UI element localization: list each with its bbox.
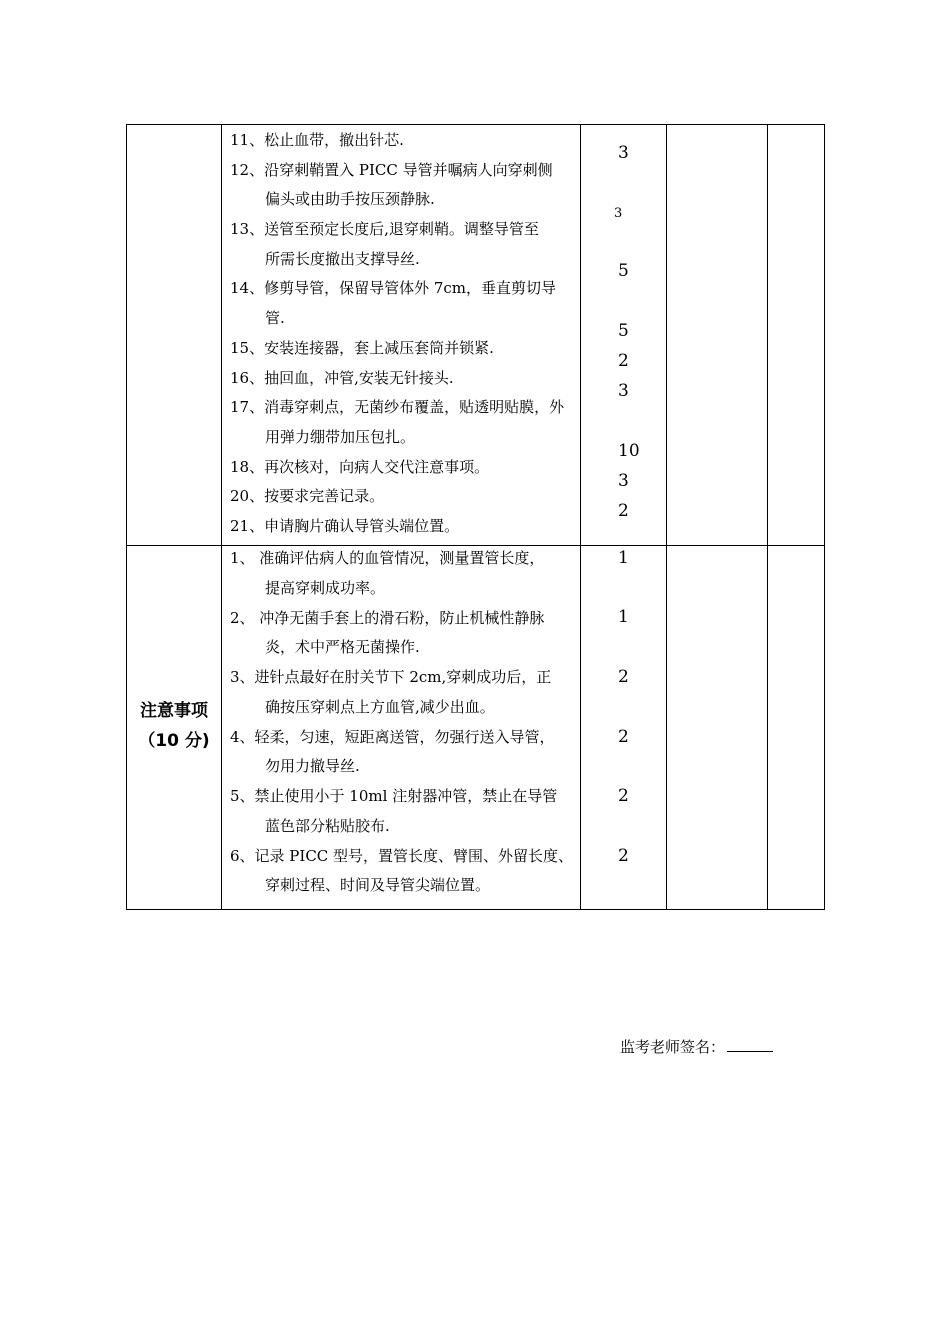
step-text: 20、按要求完善记录。: [230, 487, 385, 506]
list-item: [230, 544, 575, 604]
score-value: 1: [618, 548, 629, 568]
note-text-cont: 提高穿刺成功率。: [265, 578, 386, 597]
table-border-right: [824, 124, 825, 910]
score-value: 2: [618, 786, 629, 806]
list-item: [230, 126, 575, 156]
precautions-list: [230, 544, 575, 901]
score-value: 2: [618, 667, 629, 687]
step-text: 16、抽回血，冲管,安装无针接头.: [230, 368, 454, 387]
score-value: 10: [618, 441, 640, 461]
note-text: 1、 准确评估病人的血管情况，测量置管长度，: [230, 549, 545, 567]
step-text-cont: 所需长度撤出支撑导丝.: [265, 249, 420, 268]
list-item: [230, 334, 575, 364]
step-text-cont: 偏头或由助手按压颈静脉.: [265, 190, 435, 209]
list-item: [230, 482, 575, 512]
note-text: 3、进针点最好在肘关节下 2cm,穿刺成功后，正: [230, 668, 552, 686]
score-value: 3: [618, 381, 629, 401]
table-col-divider: [580, 124, 581, 910]
score-value: 5: [618, 321, 629, 341]
table-border-top: [126, 124, 825, 125]
step-text: 13、送管至预定长度后,退穿刺鞘。调整导管至: [230, 220, 539, 239]
note-text-cont: 蓝色部分粘贴胶布.: [265, 816, 390, 835]
note-text-cont: 穿刺过程、时间及导管尖端位置。: [265, 876, 491, 895]
category-title: 注意事项: [140, 701, 208, 721]
step-text: 21、申请胸片确认导管头端位置。: [230, 517, 460, 535]
note-text: 2、 冲净无菌手套上的滑石粉，防止机械性静脉: [230, 608, 545, 627]
category-label: [127, 696, 221, 756]
note-text: 6、记录 PICC 型号，置管长度、臂围、外留长度、: [230, 846, 574, 865]
examiner-signature: [620, 1036, 773, 1057]
note-text: 5、禁止使用小于 10ml 注射器冲管，禁止在导管: [230, 787, 558, 805]
step-text: 12、沿穿刺鞘置入 PICC 导管并嘱病人向穿刺侧: [230, 160, 553, 179]
score-value: 2: [618, 846, 629, 866]
score-value: 5: [618, 261, 629, 281]
list-item: [230, 723, 575, 783]
list-item: [230, 364, 575, 394]
note-text: 4、轻柔，匀速，短距离送管，勿强行送入导管，: [230, 727, 555, 746]
score-value: 2: [618, 351, 629, 371]
score-value: 2: [618, 501, 629, 521]
step-text: 17、消毒穿刺点，无菌纱布覆盖，贴透明贴膜，外: [230, 398, 565, 417]
list-item: [230, 453, 575, 483]
list-item: [230, 274, 575, 333]
score-value: 2: [618, 727, 629, 747]
step-text-cont: 用弹力绷带加压包扎。: [265, 427, 416, 446]
step-text: 15、安装连接器，套上减压套筒并锁紧.: [230, 338, 494, 357]
score-value: 3: [614, 206, 623, 221]
category-points: （10 分): [138, 731, 210, 751]
list-item: [230, 393, 575, 452]
procedure-steps-list: [230, 126, 575, 542]
table-border-left: [126, 124, 127, 910]
list-item: [230, 156, 575, 215]
step-text: 18、再次核对，向病人交代注意事项。: [230, 457, 490, 476]
list-item: [230, 215, 575, 274]
signature-label: 监考老师签名：: [620, 1038, 726, 1056]
step-text-cont: 管.: [265, 309, 285, 328]
score-value: 3: [618, 471, 629, 491]
table-border-bottom: [126, 909, 825, 910]
score-value: 1: [618, 607, 629, 627]
table-col-divider: [666, 124, 667, 910]
signature-line: [727, 1037, 773, 1052]
table-col-divider: [221, 124, 222, 910]
table-col-divider: [767, 124, 768, 910]
score-value: 3: [618, 143, 629, 163]
note-text-cont: 炎，术中严格无菌操作.: [265, 638, 420, 657]
list-item: [230, 512, 575, 542]
list-item: [230, 604, 575, 664]
step-text: 11、松止血带，撤出针芯.: [230, 131, 404, 149]
list-item: [230, 842, 575, 902]
note-text-cont: 勿用力撤导丝.: [265, 757, 360, 776]
step-text: 14、修剪导管，保留导管体外 7cm，垂直剪切导: [230, 279, 557, 298]
list-item: [230, 782, 575, 842]
list-item: [230, 663, 575, 723]
note-text-cont: 确按压穿刺点上方血管,减少出血。: [265, 697, 495, 716]
